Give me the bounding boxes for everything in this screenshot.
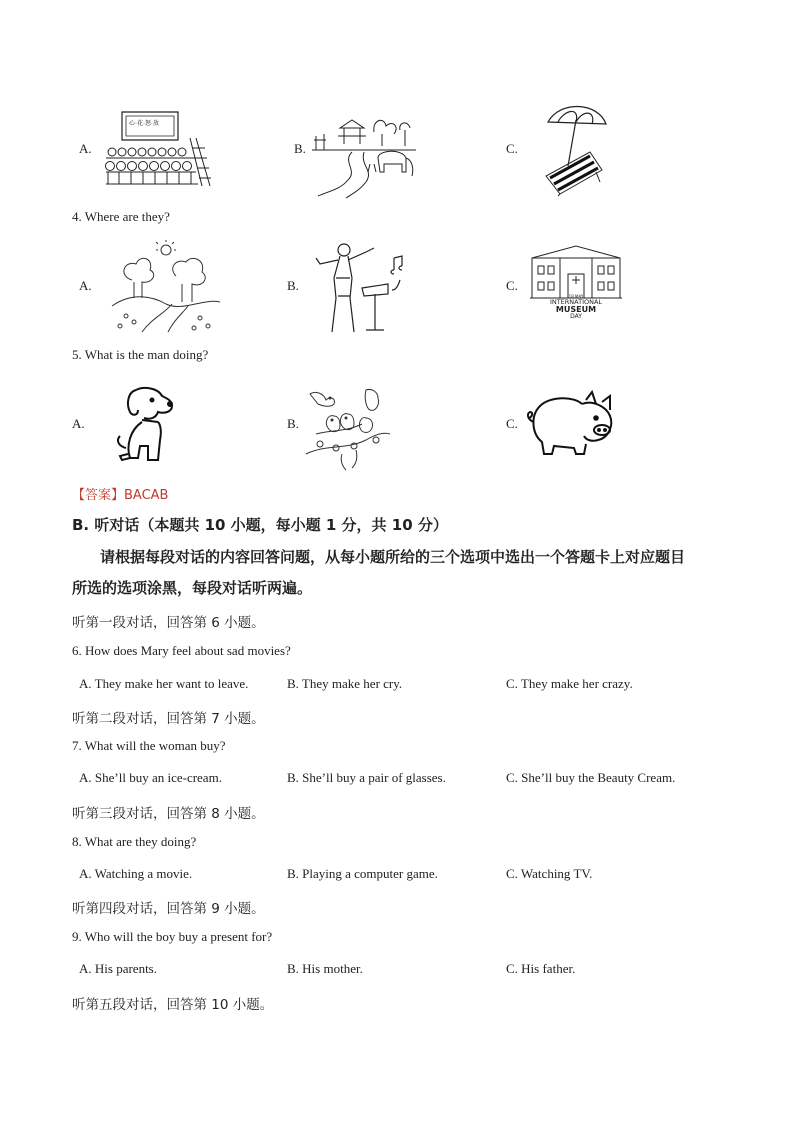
q9-option-b: B. His mother. [287,961,363,976]
pig-icon [526,392,620,458]
elephant-park-icon [312,110,417,198]
q4-option-a-label: A. [79,278,92,293]
question-5-text: 5. What is the man doing? [72,347,209,362]
q8-option-c: C. Watching TV. [506,866,593,881]
museum-caption-line3: DAY [570,313,582,321]
q8-option-a: A. Watching a movie. [79,866,193,881]
conductor-icon [314,238,414,334]
dialog-1-heading: 听第一段对话，回答第 6 小题。 [72,615,265,631]
question-6-text: 6. How does Mary feel about sad movies? [72,643,291,658]
section-b-title: B. 听对话（本题共 10 小题，每小题 1 分，共 10 分） [72,516,448,534]
section-b-instruction-line2: 所选的选项涂黑，每段对话听两遍。 [72,579,313,597]
answer-text: 【答案】BACAB [72,488,169,503]
question-7-text: 7. What will the woman buy? [72,738,226,753]
dialog-4-heading: 听第四段对话，回答第 9 小题。 [72,901,265,917]
q7-option-b: B. She’ll buy a pair of glasses. [287,770,446,785]
svg-text:心·花·怒·放: 心·花·怒·放 [129,121,159,127]
museum-icon [530,244,622,300]
birds-icon [306,384,390,470]
museum-caption-date: 18 MAY [568,294,584,299]
dialog-3-heading: 听第三段对话，回答第 8 小题。 [72,806,265,822]
q7-option-a: A. She’ll buy an ice-cream. [79,770,222,785]
q6-option-c: C. They make her crazy. [506,676,633,691]
q5-option-b-label: B. [287,416,299,431]
q4-option-c-label: C. [506,278,518,293]
q4-option-b-label: B. [287,278,299,293]
q7-option-c: C. She’ll buy the Beauty Cream. [506,770,676,785]
dog-icon [112,386,180,464]
museum-caption-line2: MUSEUM [555,305,597,314]
dialog-2-heading: 听第二段对话，回答第 7 小题。 [72,711,265,727]
section-b-instruction-line1: 请根据每段对话的内容回答问题，从每小题所给的三个选项中选出一个答题卡上对应题目 [100,548,686,566]
row3-option-a-label: A. [79,141,92,156]
row3-option-b-label: B. [294,141,306,156]
q9-option-c: C. His father. [506,961,576,976]
q6-option-b: B. They make her cry. [287,676,403,691]
dialog-5-heading: 听第五段对话，回答第 10 小题。 [72,997,274,1013]
q5-option-a-label: A. [72,416,85,431]
q5-option-c-label: C. [506,416,518,431]
question-9-text: 9. Who will the boy buy a present for? [72,929,273,944]
question-8-text: 8. What are they doing? [72,834,197,849]
question-4-text: 4. Where are they? [72,209,170,224]
beach-chair-umbrella-icon [540,100,610,196]
cinema-icon [104,108,214,188]
q6-option-a: A. They make her want to leave. [79,676,249,691]
museum-caption-line1: INTERNATIONAL [549,298,603,307]
park-trees-icon [112,240,220,332]
row3-option-c-label: C. [506,141,518,156]
museum-caption [528,295,624,321]
q8-option-b: B. Playing a computer game. [287,866,438,881]
q9-option-a: A. His parents. [79,961,157,976]
